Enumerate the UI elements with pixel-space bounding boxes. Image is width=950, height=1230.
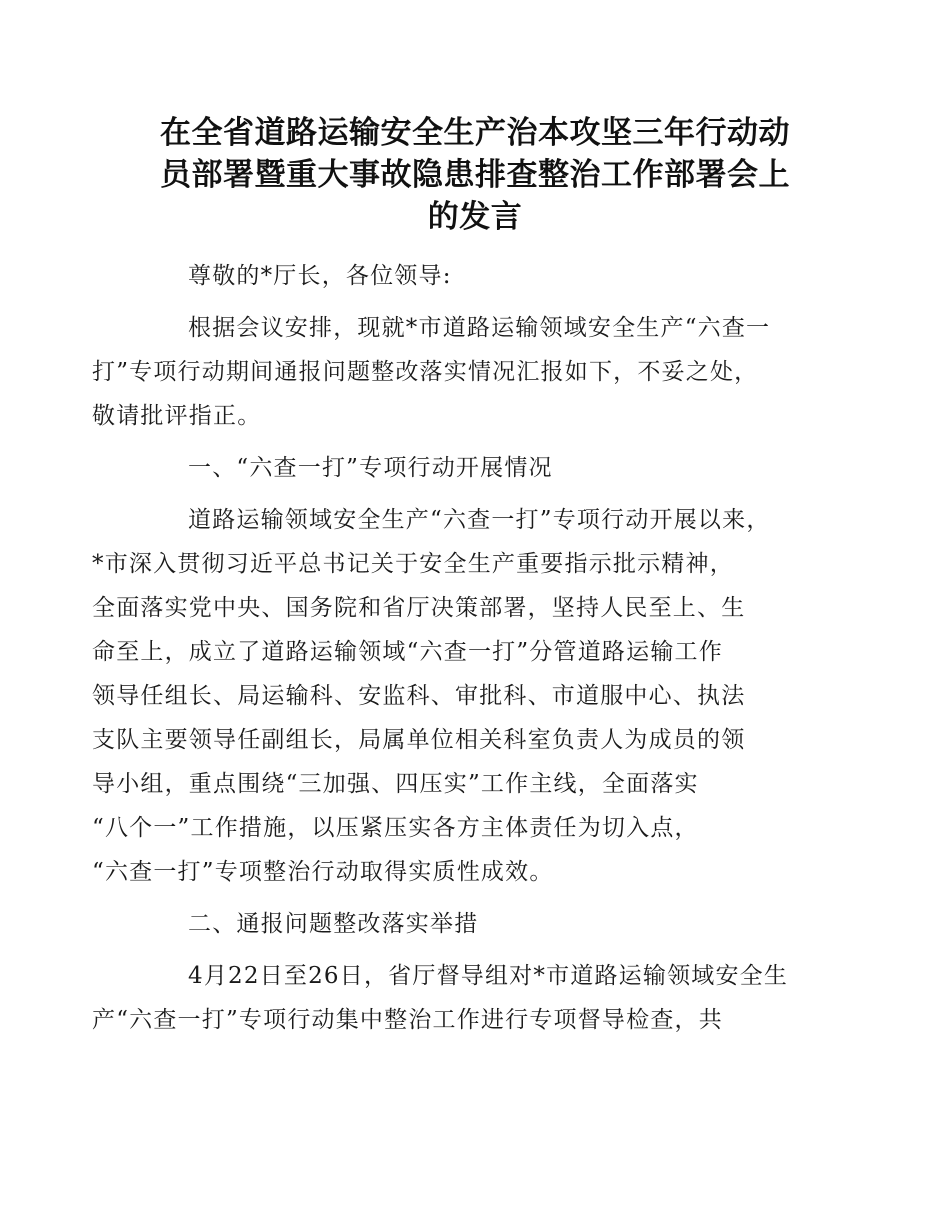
text-line: 命至上，成立了道路运输领域“六查一打”分管道路运输工作 bbox=[92, 639, 723, 665]
section-heading-2: 二、通报问题整改落实举措 bbox=[188, 911, 479, 937]
intro-paragraph bbox=[92, 306, 812, 438]
text-line: “六查一打”专项整治行动取得实质性成效。 bbox=[92, 859, 554, 885]
text-line: 敬请批评指正。 bbox=[92, 403, 262, 429]
section-heading-1: 一、“六查一打”专项行动开展情况 bbox=[188, 455, 553, 481]
text-line: 全面落实党中央、国务院和省厅决策部署，坚持人民至上、生 bbox=[92, 595, 746, 621]
text-line: 产“六查一打”专项行动集中整治工作进行专项督导检查，共 bbox=[92, 1007, 723, 1033]
text-line: 领导任组长、局运输科、安监科、审批科、市道服中心、执法 bbox=[92, 683, 746, 709]
text-line: 支队主要领导任副组长，局属单位相关科室负责人为成员的领 bbox=[92, 727, 746, 753]
section-1-paragraph bbox=[92, 498, 812, 894]
text-line: *市深入贯彻习近平总书记关于安全生产重要指示批示精神， bbox=[92, 551, 734, 577]
document-body bbox=[92, 254, 812, 1050]
text-line: 打”专项行动期间通报问题整改落实情况汇报如下，不妥之处， bbox=[92, 359, 759, 385]
title-line: 在全省道路运输安全生产治本攻坚三年行动动 bbox=[160, 115, 790, 151]
title-line: 的发言 bbox=[427, 199, 523, 235]
section-2-paragraph bbox=[92, 954, 812, 1042]
title-line: 员部署暨重大事故隐患排查整治工作部署会上 bbox=[160, 157, 790, 193]
document-title bbox=[130, 112, 820, 238]
text-line: 导小组，重点围绕“三加强、四压实”工作主线，全面落实 bbox=[92, 771, 699, 797]
text-line: 根据会议安排，现就*市道路运输领域安全生产“六查一 bbox=[188, 315, 771, 341]
text-line: “八个一”工作措施，以压紧压实各方主体责任为切入点， bbox=[92, 815, 699, 841]
salutation: 尊敬的*厅长，各位领导: bbox=[188, 263, 452, 289]
text-line: 道路运输领域安全生产“六查一打”专项行动开展以来， bbox=[188, 507, 771, 533]
text-line: 4月22日至26日，省厅督导组对*市道路运输领域安全生 bbox=[188, 963, 789, 989]
